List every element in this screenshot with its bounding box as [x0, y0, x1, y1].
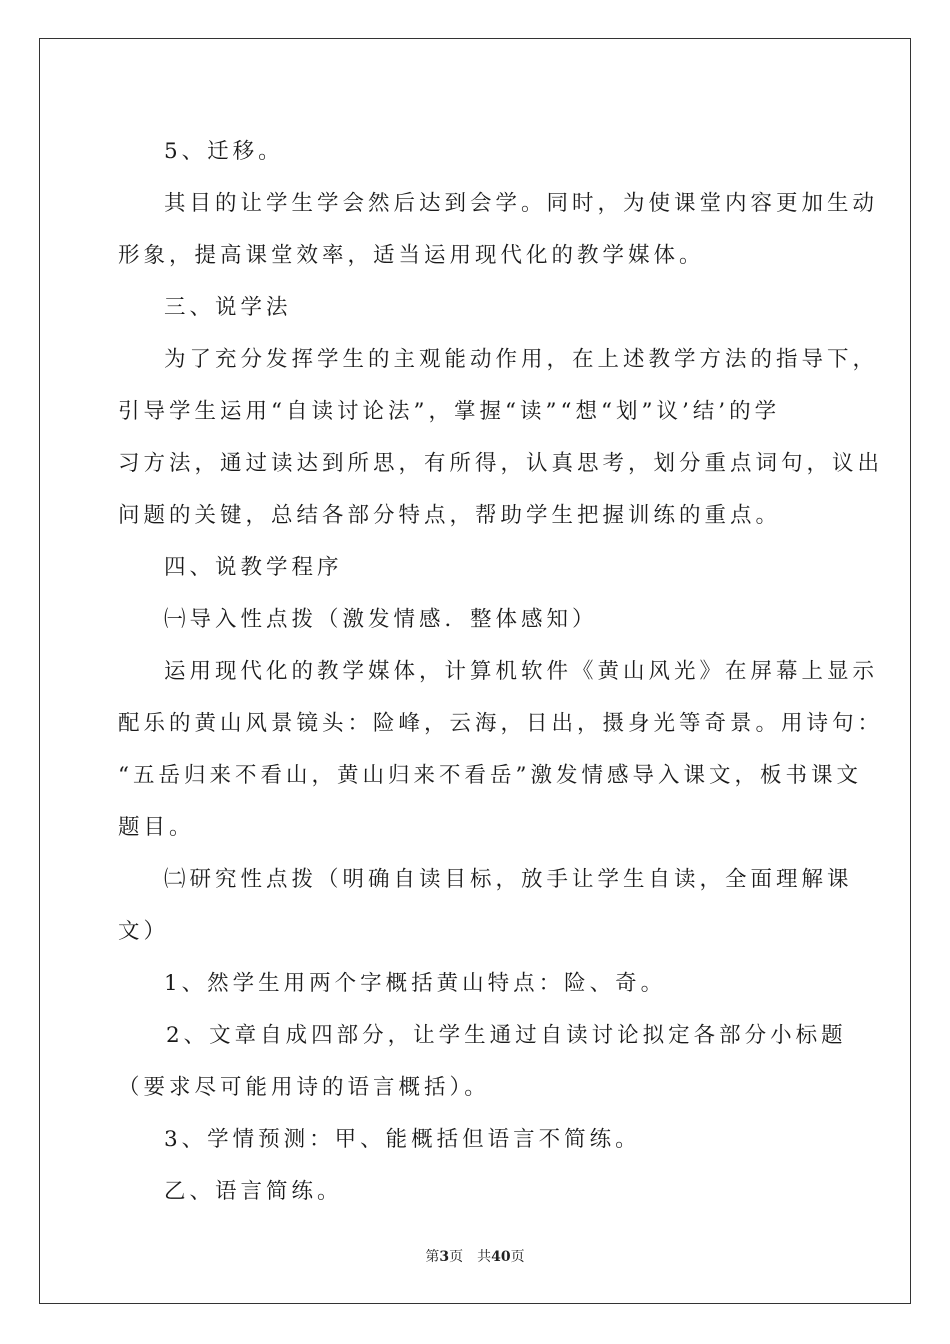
footer-total-prefix: 共 [477, 1249, 492, 1265]
page-footer [0, 1246, 950, 1266]
paragraph-line: 形象，提高课堂效率，适当运用现代化的教学媒体。 [118, 243, 705, 268]
paragraph-line: 问题的关键，总结各部分特点，帮助学生把握训练的重点。 [118, 503, 782, 528]
footer-page-prefix: 第 [425, 1249, 440, 1265]
footer-page-number: 3 [439, 1249, 450, 1265]
list-item: 1、然学生用两个字概括黄山特点：险、奇。 [164, 971, 667, 996]
footer-total-pages: 40 [491, 1249, 511, 1265]
paragraph-line: 引导学生运用“自读讨论法”，掌握“读”“想“划”议’结’的学 [118, 399, 781, 424]
paragraph-line: 题目。 [118, 815, 195, 840]
section-heading: 四、说教学程序 [164, 555, 343, 580]
list-item: 乙、语言简练。 [164, 1179, 343, 1204]
section-heading: 三、说学法 [164, 295, 292, 320]
footer-page-suffix: 页 [449, 1249, 464, 1265]
paragraph-line: 5、迁移。 [164, 139, 284, 164]
paragraph-line: “五岳归来不看山，黄山归来不看岳”激发情感导入课文，板书课文 [118, 763, 862, 788]
paragraph-line: 配乐的黄山风景镜头：险峰，云海，日出，摄身光等奇景。用诗句： [118, 711, 884, 736]
paragraph-line: 习方法，通过读达到所思，有所得，认真思考，划分重点词句，议出 [118, 451, 884, 476]
paragraph-line: 为了充分发挥学生的主观能动作用，在上述教学方法的指导下， [164, 347, 879, 372]
subsection-heading: ㈡研究性点拨（明确自读目标，放手让学生自读，全面理解课 [164, 867, 853, 892]
subsection-heading: ㈠导入性点拨（激发情感．整体感知） [164, 607, 598, 632]
list-item: 2、文章自成四部分，让学生通过自读讨论拟定各部分小标题 [166, 1023, 847, 1048]
paragraph-line: （要求尽可能用诗的语言概括）。 [118, 1075, 490, 1100]
footer-total-suffix: 页 [510, 1249, 525, 1265]
paragraph-line: 其目的让学生学会然后达到会学。同时，为使课堂内容更加生动 [164, 191, 879, 216]
document-body [118, 126, 884, 1218]
paragraph-line: 运用现代化的教学媒体，计算机软件《黄山风光》在屏幕上显示 [164, 659, 879, 684]
list-item: 3、学情预测：甲、能概括但语言不简练。 [164, 1127, 641, 1152]
paragraph-line: 文） [118, 919, 170, 944]
